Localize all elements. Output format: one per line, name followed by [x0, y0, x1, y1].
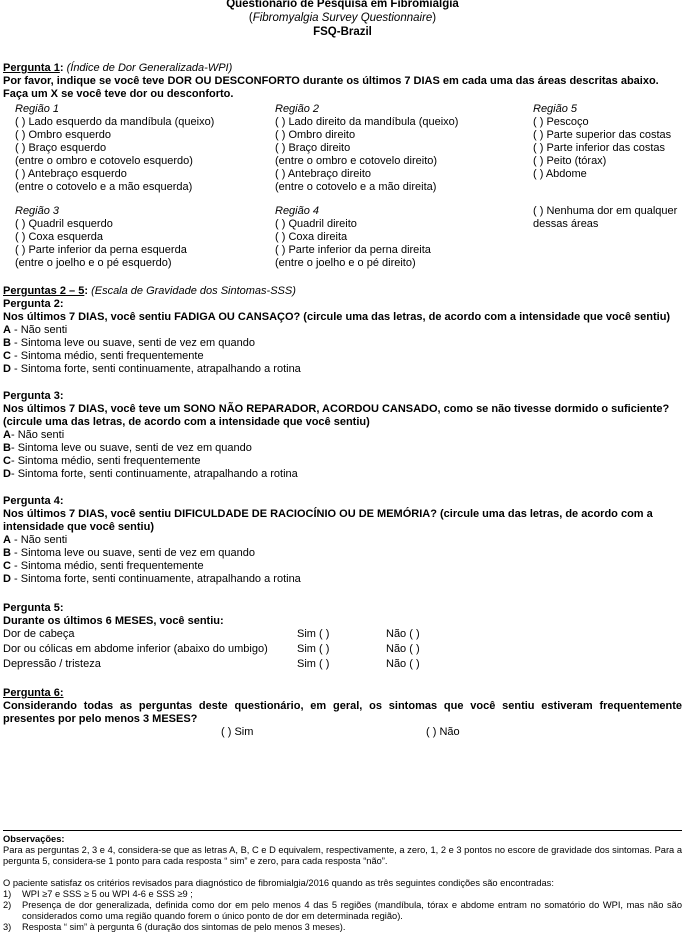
- region-5-item[interactable]: ( ) Abdome: [533, 168, 587, 180]
- region-4-item[interactable]: ( ) Quadril direito: [275, 218, 357, 230]
- q5-no-option[interactable]: Não ( ): [386, 628, 420, 640]
- region-1-item[interactable]: ( ) Ombro esquerdo: [15, 129, 111, 141]
- notes-section: [3, 834, 682, 933]
- notes-criteria-paragraph: O paciente satisfaz os critérios revisados para diagnóstico de fibromialgia/2016 quando as três seguintes condições são encontradas:: [3, 878, 554, 888]
- q5-yes-option[interactable]: Sim ( ): [297, 628, 330, 640]
- region-1-note: (entre o ombro e cotovelo esquerdo): [15, 155, 193, 167]
- q5-question: Durante os últimos 6 MESES, você sentiu:: [3, 615, 224, 627]
- region-5: [533, 103, 685, 181]
- q3-option[interactable]: C- Sintoma médio, senti frequentemente: [3, 455, 201, 467]
- q5-symptom: Depressão / tristeza: [3, 658, 101, 670]
- q5-symptom: Dor ou cólicas em abdome inferior (abaixo do umbigo): [3, 643, 268, 655]
- region-5-item[interactable]: ( ) Parte inferior das costas: [533, 142, 666, 154]
- q4-option[interactable]: C - Sintoma médio, senti frequentemente: [3, 560, 204, 572]
- questionnaire-page: [3, 0, 682, 932]
- q3-label: Pergunta 3:: [3, 390, 64, 402]
- region-2-item[interactable]: ( ) Braço direito: [275, 142, 351, 154]
- q5-row: [3, 628, 682, 643]
- notes-scoring-paragraph: Para as perguntas 2, 3 e 4, considera-se que as letras A, B, C e D equivalem, respectivamente, a zero, 1, 2 e 3 pontos no escore de gravidade dos sintomas. Para a pergunta 5, considera-se 1 ponto para cada resposta “ sim” e zero, para cada resposta “não”.: [3, 845, 682, 866]
- q3-option[interactable]: B- Sintoma leve ou suave, senti de vez em quando: [3, 442, 252, 454]
- q6-no-option[interactable]: ( ) Não: [426, 726, 460, 738]
- q2-label: Pergunta 2:: [3, 298, 64, 310]
- q1-instruction: Por favor, indique se você teve DOR OU DESCONFORTO durante os últimos 7 DIAS em cada uma das áreas descritas abaixo. Faça um X se você teve dor ou desconforto.: [3, 75, 659, 100]
- region-3-title: Região 3: [15, 205, 60, 217]
- q2-question: Nos últimos 7 DIAS, você sentiu FADIGA OU CANSAÇO? (circule uma das letras, de acordo com a intensidade que você sentiu): [3, 311, 671, 323]
- region-2: [275, 103, 533, 194]
- region-3-item[interactable]: ( ) Parte inferior da perna esquerda: [15, 244, 187, 256]
- q4-question: Nos últimos 7 DIAS, você sentiu DIFICULDADE DE RACIOCÍNIO OU DE MEMÓRIA? (circule uma das letras, de acordo com a intensidade que você sentiu): [3, 508, 653, 533]
- notes-divider: [3, 830, 682, 831]
- criteria-item: 1) WPI ≥7 e SSS ≥ 5 ou WPI 4-6 e SSS ≥9 ;: [3, 889, 193, 899]
- region-2-note: (entre o ombro e cotovelo direito): [275, 155, 438, 167]
- region-5-item[interactable]: ( ) Peito (tórax): [533, 155, 607, 167]
- q5-label: Pergunta 5:: [3, 602, 64, 614]
- criteria-item: 2) Presença de dor generalizada, definida como dor em pelo menos 4 das 5 regiões (mandíbula, tórax e abdome entram no somatório do WPI, mas não são considerados como uma região quando forem o único ponto de dor em determinada região).: [3, 900, 682, 921]
- q6-label: Pergunta 6:: [3, 687, 64, 699]
- region-5-item[interactable]: ( ) Pescoço: [533, 116, 589, 128]
- q4-option[interactable]: D - Sintoma forte, senti continuamente, atrapalhando a rotina: [3, 573, 301, 585]
- region-3-item[interactable]: ( ) Coxa esquerda: [15, 231, 104, 243]
- criteria-item: 3) Resposta “ sim” à pergunta 6 (duração dos sintomas de pelo menos 3 meses).: [3, 922, 346, 932]
- q2-option[interactable]: D - Sintoma forte, senti continuamente, atrapalhando a rotina: [3, 363, 301, 375]
- q5-yes-option[interactable]: Sim ( ): [297, 658, 330, 670]
- region-3: [3, 205, 283, 270]
- q5-no-option[interactable]: Não ( ): [386, 658, 420, 670]
- notes-title: Observações:: [3, 834, 65, 844]
- q1-regions-row1: [3, 103, 682, 191]
- q5-row: [3, 658, 682, 673]
- region-4-note: (entre o joelho e o pé direito): [275, 257, 416, 269]
- document-code: FSQ-Brazil: [313, 26, 372, 38]
- region-1-note: (entre o cotovelo e a mão esquerda): [15, 181, 193, 193]
- region-4-title: Região 4: [275, 205, 320, 217]
- q3-option[interactable]: D- Sintoma forte, senti continuamente, atrapalhando a rotina: [3, 468, 298, 480]
- region-4-item[interactable]: ( ) Coxa direita: [275, 231, 348, 243]
- region-5-title: Região 5: [533, 103, 578, 115]
- region-4: [275, 205, 533, 270]
- q5-row: [3, 643, 682, 658]
- region-3-item[interactable]: ( ) Quadril esquerdo: [15, 218, 113, 230]
- q2to5-heading: Perguntas 2 – 5: (Escala de Gravidade dos Sintomas-SSS): [3, 285, 296, 297]
- region-1: [3, 103, 283, 194]
- region-5-item[interactable]: ( ) Parte superior das costas: [533, 129, 672, 141]
- region-2-item[interactable]: ( ) Ombro direito: [275, 129, 356, 141]
- region-2-item[interactable]: ( ) Antebraço direito: [275, 168, 371, 180]
- q4-option[interactable]: B - Sintoma leve ou suave, senti de vez em quando: [3, 547, 255, 559]
- region-4-item[interactable]: ( ) Parte inferior da perna direita: [275, 244, 431, 256]
- region-2-title: Região 2: [275, 103, 320, 115]
- region-2-note: (entre o cotovelo e a mão direita): [275, 181, 437, 193]
- q5-symptom: Dor de cabeça: [3, 628, 75, 640]
- region-1-item[interactable]: ( ) Antebraço esquerdo: [15, 168, 127, 180]
- q5-no-option[interactable]: Não ( ): [386, 643, 420, 655]
- region-3-note: (entre o joelho e o pé esquerdo): [15, 257, 172, 269]
- document-title: Questionário de Pesquisa em Fibromialgia: [226, 0, 459, 10]
- region-1-item[interactable]: ( ) Braço esquerdo: [15, 142, 107, 154]
- region-1-item[interactable]: ( ) Lado esquerdo da mandíbula (queixo): [15, 116, 215, 128]
- q6-options: [3, 726, 682, 740]
- q3-option[interactable]: A- Não senti: [3, 429, 65, 441]
- q6-yes-option[interactable]: ( ) Sim: [221, 726, 254, 738]
- region-1-title: Região 1: [15, 103, 60, 115]
- q2-option[interactable]: B - Sintoma leve ou suave, senti de vez em quando: [3, 337, 255, 349]
- q6-question: Considerando todas as perguntas deste questionário, em geral, os sintomas que você sentiu estiveram frequentemente presentes por pelo menos 3 MESES?: [3, 700, 682, 725]
- region-2-item[interactable]: ( ) Lado direito da mandíbula (queixo): [275, 116, 459, 128]
- no-pain-option[interactable]: ( ) Nenhuma dor em qualquer dessas áreas: [533, 205, 678, 230]
- q4-label: Pergunta 4:: [3, 495, 64, 507]
- q5-yes-option[interactable]: Sim ( ): [297, 643, 330, 655]
- q2-option[interactable]: A - Não senti: [3, 324, 68, 336]
- q1-regions-row2: [3, 205, 682, 271]
- q4-option[interactable]: A - Não senti: [3, 534, 68, 546]
- document-subtitle: (Fibromyalgia Survey Questionnaire): [248, 12, 437, 24]
- q1-heading: Pergunta 1: (Índice de Dor Generalizada-WPI): [3, 62, 233, 74]
- q2-option[interactable]: C - Sintoma médio, senti frequentemente: [3, 350, 204, 362]
- q3-question: Nos últimos 7 DIAS, você teve um SONO NÃO REPARADOR, ACORDOU CANSADO, como se não tivesse dormido o suficiente? (circule uma das letras, de acordo com a intensidade que você sentiu): [3, 403, 670, 428]
